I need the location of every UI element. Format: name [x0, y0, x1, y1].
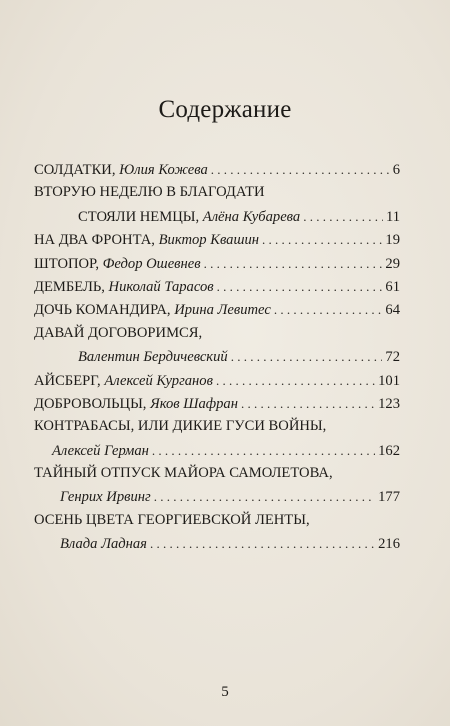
- toc-author: Федор Ошевнев: [102, 255, 201, 272]
- toc-author: Виктор Квашин: [158, 232, 260, 249]
- page-title: Содержание: [158, 96, 292, 123]
- toc-entry: [34, 252, 400, 275]
- toc-leader-dots: [216, 369, 375, 392]
- toc-work-title: КОНТРАБАСЫ, ИЛИ ДИКИЕ ГУСИ ВОЙНЫ,: [34, 418, 327, 435]
- toc-work-title: ВТОРУЮ НЕДЕЛЮ В БЛАГОДАТИ: [34, 184, 265, 201]
- toc-entry: [34, 322, 400, 345]
- toc-author: Алексей Герман: [52, 442, 149, 459]
- toc-author: Николай Тарасов: [108, 278, 214, 295]
- toc-page-number: 29: [385, 255, 400, 272]
- toc-leader-dots: [152, 439, 375, 462]
- toc-page-number: 177: [378, 489, 400, 506]
- toc-leader-dots: [231, 345, 383, 368]
- toc-work-title: СТОЯЛИ НЕМЦЫ,: [78, 208, 200, 225]
- toc-entry-continuation: [34, 485, 400, 508]
- toc-work-title: ДЕМБЕЛЬ,: [34, 278, 105, 295]
- toc-leader-dots: [274, 298, 383, 321]
- toc-author: Ирина Левитес: [174, 302, 271, 319]
- toc-entry: [34, 462, 400, 485]
- toc-entry: [34, 228, 400, 251]
- toc-work-title: ДОБРОВОЛЬЦЫ,: [34, 395, 147, 412]
- toc-page-number: 162: [378, 442, 400, 459]
- toc-work-title: НА ДВА ФРОНТА,: [34, 232, 155, 249]
- toc-leader-dots: [204, 252, 383, 275]
- toc-author: Алёна Кубарева: [202, 208, 301, 225]
- toc-author: Алексей Курганов: [104, 372, 213, 389]
- toc-author: Влада Ладная: [60, 536, 147, 553]
- toc-entry: [34, 392, 400, 415]
- toc-work-title: СОЛДАТКИ,: [34, 162, 116, 178]
- toc-page-number: 11: [385, 208, 400, 225]
- toc-page-number: 6: [392, 162, 400, 178]
- toc-entry-continuation: [34, 439, 400, 462]
- toc-entry-continuation: [34, 345, 400, 368]
- toc-work-title: ТАЙНЫЙ ОТПУСК МАЙОРА САМОЛЕТОВА,: [34, 465, 333, 482]
- toc-entry-continuation: [34, 532, 400, 555]
- toc-page-number: 101: [378, 372, 400, 389]
- toc-leader-dots: [154, 485, 375, 508]
- toc-entry: [34, 158, 400, 181]
- toc-entry: [34, 298, 400, 321]
- toc-entry-continuation: [34, 205, 400, 228]
- toc-entry: [34, 415, 400, 438]
- toc-leader-dots: [303, 205, 383, 228]
- toc-author: Валентин Бердичевский: [78, 349, 228, 366]
- toc-leader-dots: [241, 392, 375, 415]
- table-of-contents: [34, 158, 400, 556]
- toc-work-title: ОСЕНЬ ЦВЕТА ГЕОРГИЕВСКОЙ ЛЕНТЫ,: [34, 511, 310, 528]
- toc-entry: [34, 181, 400, 204]
- toc-entry: [34, 275, 400, 298]
- toc-page-number: 216: [378, 536, 400, 553]
- page-number-footer: 5: [221, 684, 229, 700]
- toc-page-number: 61: [385, 278, 400, 295]
- toc-author: Юлия Кожева: [119, 162, 208, 178]
- toc-page-number: 123: [378, 395, 400, 412]
- toc-page-number: 64: [385, 302, 400, 319]
- toc-leader-dots: [150, 532, 375, 555]
- toc-page-number: 19: [385, 232, 400, 249]
- toc-author: Яков Шафран: [150, 395, 238, 412]
- toc-work-title: АЙСБЕРГ,: [34, 372, 101, 389]
- toc-author: Генрих Ирвинг: [60, 489, 151, 506]
- toc-leader-dots: [217, 275, 383, 298]
- toc-work-title: ШТОПОР,: [34, 255, 100, 272]
- toc-leader-dots: [262, 228, 382, 251]
- toc-entry: [34, 369, 400, 392]
- toc-page-number: 72: [385, 349, 400, 366]
- toc-work-title: ДОЧЬ КОМАНДИРА,: [34, 302, 171, 319]
- toc-entry: [34, 509, 400, 532]
- toc-leader-dots: [211, 158, 390, 181]
- toc-work-title: ДАВАЙ ДОГОВОРИМСЯ,: [34, 324, 203, 341]
